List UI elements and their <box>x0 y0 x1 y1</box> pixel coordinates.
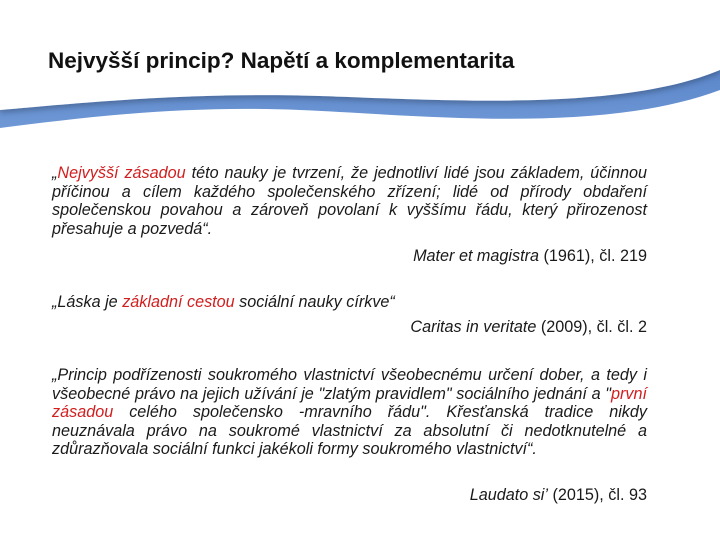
quote-laudato-si <box>52 366 647 459</box>
citation-document: Caritas in veritate <box>410 318 537 336</box>
citation-reference: (1961), čl. 219 <box>539 247 647 265</box>
quote-text-after: sociální nauky církve“ <box>234 293 395 311</box>
citation-reference: (2015), čl. 93 <box>548 486 647 504</box>
highlight-prvni-zasadou: první zásadou <box>52 384 647 422</box>
citation-laudato-si <box>470 486 647 505</box>
citation-reference: (2009), čl. čl. 2 <box>536 318 647 336</box>
citation-document: Mater et magistra <box>413 247 540 265</box>
quote-text-before: „Princip podřízenosti soukromého vlastnictví všeobecnému určení dober, a tedy i všeobecné právo na jejich užívání je "zlatým pravidlem" sociálního jednání a " <box>52 366 647 403</box>
highlight-zakladni-cestou: základní cestou <box>122 293 235 311</box>
quote-text: této nauky je tvrzení, že jednotliví lidé jsou základem, účinnou příčinou a cílem každého společenského zřízení; lidé od přírody obdaření společenskou povahou a zároveň povolaní k vyššímu řádu, který přirozenost přesahuje a pozvedá“. <box>52 164 647 238</box>
quote-caritas-in-veritate <box>52 293 647 312</box>
quote-text-before: „Láska je <box>52 293 123 311</box>
highlight-nejvyssi-zasadou: Nejvyšší zásadou <box>57 164 186 182</box>
quote-mater-et-magistra <box>52 164 647 238</box>
quote-open-mark: „ <box>52 164 58 182</box>
citation-mater-et-magistra <box>413 247 647 266</box>
citation-caritas-in-veritate <box>410 318 647 337</box>
slide-title: Nejvyšší princip? Napětí a komplementarita <box>48 48 515 73</box>
citation-document: Laudato si’ <box>469 486 549 504</box>
quote-text-after: celého společensko -mravního řádu". Křesťanská tradice nikdy neuznávala právo na soukromé vlastnictví za absolutní či nedotknutelné a zdůrazňovala sociální funkci jakékoli formy soukromého vlastnictví“. <box>52 403 647 459</box>
